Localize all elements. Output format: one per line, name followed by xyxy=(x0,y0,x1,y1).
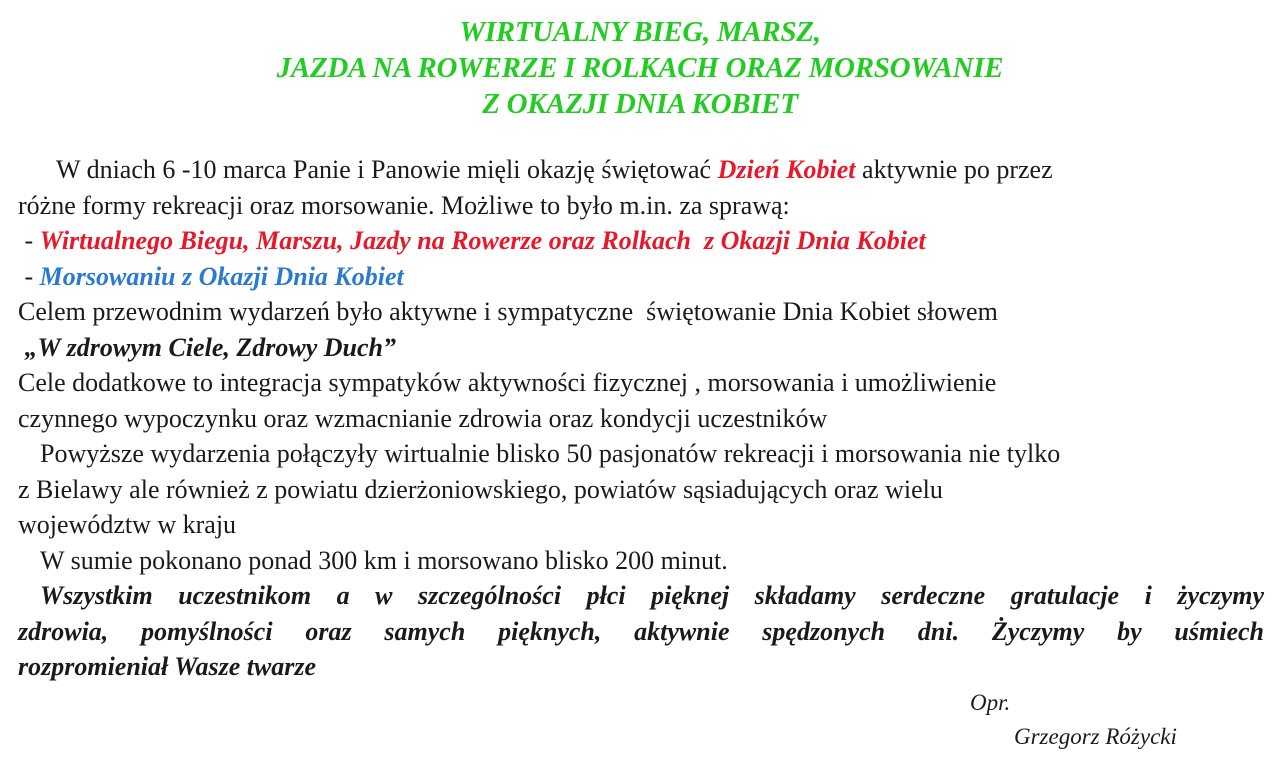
bullet-virtual-run-text: Wirtualnego Biegu, Marszu, Jazdy na Rowerze oraz Rolkach z Okazji Dnia Kobiet xyxy=(39,226,926,255)
reach-line-3: województw w kraju xyxy=(18,510,237,539)
title-line-3: Z OKAZJI DNIA KOBIET xyxy=(482,88,798,120)
title-line-2: JAZDA NA ROWERZE I ROLKACH ORAZ MORSOWANIE xyxy=(276,52,1004,84)
reach-line-2: z Bielawy ale również z powiatu dzierżoniowskiego, powiatów sąsiadujących oraz wielu xyxy=(18,474,943,504)
motto: „W zdrowym Ciele, Zdrowy Duch” xyxy=(18,332,396,362)
reach-line-1: Powyższe wydarzenia połączyły wirtualnie blisko 50 pasjonatów rekreacji i morsowania nie tylko xyxy=(40,439,1061,468)
bullet-virtual-run xyxy=(18,223,1264,259)
extra-line-2: czynnego wypoczynku oraz wzmacnianie zdrowia oraz kondycji uczestników xyxy=(18,403,828,433)
signature-label: Opr. xyxy=(970,690,1011,715)
bullet-morsowanie-text: Morsowaniu z Okazji Dnia Kobiet xyxy=(39,261,404,291)
highlight-dzien-kobiet: Dzień Kobiet xyxy=(717,155,856,184)
intro-lead: W dniach 6 -10 marca Panie i Panowie mięli okazję świętować xyxy=(56,155,718,184)
title-line-1: WIRTUALNY BIEG, MARSZ, xyxy=(459,16,821,48)
intro-tail: aktywnie po przez xyxy=(855,155,1053,184)
signature-author: Grzegorz Różycki xyxy=(1014,724,1177,749)
article-body xyxy=(18,152,1264,685)
intro-line-2: różne formy rekreacji oraz morsowanie. Możliwe to było m.in. za sprawą: xyxy=(18,190,790,220)
summary-line: W sumie pokonano ponad 300 km i morsowano blisko 200 minut. xyxy=(40,545,728,575)
extra-line-1: Cele dodatkowe to integracja sympatyków aktywności fizycznej , morsowania i umożliwienie xyxy=(18,368,997,397)
closing-line-1: Wszystkim uczestnikom a w szczególności płci pięknej składamy serdeczne gratulacje i życzymy xyxy=(40,581,1264,610)
bullet-morsowanie xyxy=(18,259,1264,295)
article-title xyxy=(0,14,1280,122)
intro-line-1 xyxy=(18,152,1264,188)
bullet-dash: - xyxy=(18,226,40,255)
closing-line-2: zdrowia, pomyślności oraz samych pięknych, aktywnie spędzonych dni. Życzymy by uśmiech xyxy=(18,616,1264,646)
bullet-dash: - xyxy=(18,261,40,291)
closing-line-3: rozpromieniał Wasze twarze xyxy=(18,652,317,681)
goal-line: Celem przewodnim wydarzeń było aktywne i sympatyczne świętowanie Dnia Kobiet słowem xyxy=(18,297,998,326)
closing-paragraph xyxy=(18,578,1264,685)
